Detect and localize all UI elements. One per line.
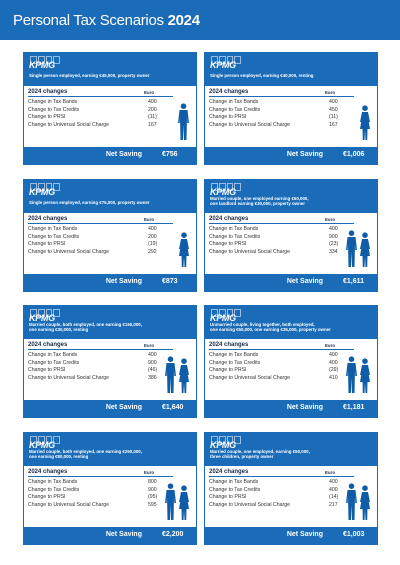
- change-row: [28, 367, 178, 375]
- kpmg-logo: [210, 56, 252, 70]
- changes-heading: 2024 changes: [28, 89, 68, 95]
- change-value: 800: [148, 479, 157, 485]
- woman-figure-icon: [359, 485, 371, 521]
- change-label: Change to PRSI: [28, 241, 66, 247]
- card-header: [205, 53, 377, 86]
- scenario-title: [210, 449, 375, 459]
- net-saving-bar: [205, 527, 377, 544]
- change-row: [209, 99, 359, 107]
- net-saving-label: Net Saving: [105, 278, 142, 285]
- change-row: [209, 234, 359, 242]
- change-row: [209, 107, 359, 115]
- changes-table: [209, 99, 359, 129]
- change-label: Change to Tax Credits: [28, 486, 80, 493]
- kpmg-logo: [210, 183, 252, 197]
- net-saving-bar: [24, 400, 196, 417]
- currency-label: Euro: [325, 343, 336, 348]
- scenario-title: [29, 449, 194, 459]
- change-label: Change to Tax Credits: [209, 106, 261, 113]
- change-label: Change in Tax Bands: [209, 99, 259, 105]
- page-header: [0, 0, 400, 40]
- changes-table: [209, 226, 359, 256]
- change-value: 167: [329, 121, 338, 128]
- card-header: [24, 306, 196, 339]
- change-label: Change to Universal Social Charge: [209, 121, 291, 128]
- change-label: Change in Tax Bands: [28, 99, 78, 105]
- changes-header: [209, 215, 354, 224]
- scenario-title-line: one earning €80,000, renting: [29, 454, 89, 460]
- net-saving-value: €1,003: [343, 531, 365, 538]
- changes-header: [28, 341, 173, 350]
- change-row: [209, 122, 359, 130]
- people-figures: [345, 228, 371, 268]
- currency-label: Euro: [325, 90, 336, 95]
- logo-wordmark: KPMG: [210, 60, 236, 70]
- page-title-year: 2024: [167, 12, 200, 29]
- change-value: 217: [329, 501, 338, 508]
- change-label: Change in Tax Bands: [209, 226, 259, 232]
- scenario-title-line: Single person employed, earning €40,000, renting: [210, 73, 314, 78]
- scenario-card: [204, 432, 378, 545]
- people-figures: [164, 481, 190, 521]
- change-row: [209, 114, 359, 122]
- change-label: Change to Universal Social Charge: [28, 374, 110, 381]
- changes-heading: 2024 changes: [209, 342, 249, 348]
- net-saving-bar: [205, 274, 377, 291]
- change-label: Change to PRSI: [209, 494, 247, 500]
- scenario-card: [23, 52, 197, 165]
- scenario-card: [204, 305, 378, 418]
- change-value: 167: [148, 121, 157, 128]
- scenario-title-line: one landlord earning €30,000, property owner: [210, 201, 305, 207]
- change-row: [28, 352, 178, 360]
- scenario-card: [23, 179, 197, 292]
- change-label: Change to Tax Credits: [209, 233, 261, 240]
- change-value: 900: [329, 233, 338, 240]
- change-row: [209, 241, 359, 249]
- changes-heading: 2024 changes: [209, 469, 249, 475]
- change-row: [28, 249, 178, 257]
- change-row: [209, 479, 359, 487]
- change-value: 400: [148, 226, 157, 232]
- scenario-title: [29, 200, 194, 205]
- woman-figure-icon: [359, 232, 371, 268]
- scenario-title-line: three children, property owner: [210, 454, 274, 460]
- change-row: [28, 114, 178, 122]
- man-figure-icon: [164, 356, 177, 394]
- change-row: [28, 487, 178, 495]
- changes-header: [28, 215, 173, 224]
- change-label: Change to Tax Credits: [209, 359, 261, 366]
- changes-table: [28, 99, 178, 129]
- changes-heading: 2024 changes: [209, 216, 249, 222]
- card-header: [24, 53, 196, 86]
- change-value: 400: [329, 352, 338, 358]
- change-value: 200: [148, 106, 157, 113]
- scenario-card: [204, 52, 378, 165]
- kpmg-logo: [29, 56, 71, 70]
- net-saving-label: Net Saving: [105, 404, 142, 411]
- change-label: Change to PRSI: [28, 367, 66, 373]
- changes-table: [28, 352, 178, 382]
- changes-table: [209, 479, 359, 509]
- change-label: Change in Tax Bands: [209, 352, 259, 358]
- net-saving-value: €2,200: [162, 531, 184, 538]
- page-title-text: Personal Tax Scenarios: [13, 12, 168, 29]
- change-value: 900: [148, 486, 157, 493]
- change-value: 450: [329, 106, 338, 113]
- net-saving-value: €756: [162, 151, 178, 158]
- change-value: (95): [148, 494, 158, 500]
- logo-wordmark: KPMG: [29, 60, 55, 70]
- scenario-title-line: one earning €50,000, one earning €35,000, property owner: [210, 327, 331, 333]
- scenario-title-line: Single person employed, earning €75,000, property owner: [29, 200, 150, 205]
- change-row: [28, 241, 178, 249]
- change-row: [28, 226, 178, 234]
- woman-figure-icon: [178, 358, 190, 394]
- change-row: [28, 107, 178, 115]
- change-value: (19): [148, 241, 158, 247]
- change-label: Change in Tax Bands: [209, 479, 259, 485]
- change-label: Change to PRSI: [209, 367, 247, 373]
- kpmg-logo: [29, 183, 71, 197]
- change-label: Change to Tax Credits: [28, 359, 80, 366]
- logo-wordmark: KPMG: [210, 313, 236, 323]
- scenario-card: [23, 305, 197, 418]
- change-row: [209, 360, 359, 368]
- change-value: (14): [329, 494, 339, 500]
- net-saving-value: €1,181: [343, 404, 365, 411]
- card-header: [24, 433, 196, 466]
- people-figures: [178, 228, 190, 268]
- change-value: 410: [329, 374, 338, 381]
- changes-header: [28, 468, 173, 477]
- change-value: 400: [329, 99, 338, 105]
- net-saving-value: €1,611: [343, 278, 365, 285]
- change-row: [209, 367, 359, 375]
- man-figure-icon: [164, 483, 177, 521]
- net-saving-label: Net Saving: [105, 531, 142, 538]
- changes-table: [28, 226, 178, 256]
- change-row: [209, 487, 359, 495]
- change-row: [28, 360, 178, 368]
- change-label: Change to PRSI: [28, 494, 66, 500]
- man-figure-icon: [345, 483, 358, 521]
- currency-label: Euro: [144, 470, 155, 475]
- scenario-title: [210, 73, 375, 78]
- net-saving-bar: [24, 527, 196, 544]
- logo-wordmark: KPMG: [210, 187, 236, 197]
- changes-header: [209, 88, 354, 97]
- kpmg-logo: [210, 309, 252, 323]
- change-row: [28, 99, 178, 107]
- change-value: 595: [148, 501, 157, 508]
- woman-figure-icon: [178, 485, 190, 521]
- change-row: [28, 234, 178, 242]
- changes-table: [209, 352, 359, 382]
- change-label: Change to Universal Social Charge: [209, 374, 291, 381]
- change-label: Change to PRSI: [209, 114, 247, 120]
- change-value: 400: [148, 99, 157, 105]
- change-value: 292: [148, 248, 157, 255]
- card-header: [205, 306, 377, 339]
- scenario-title: [29, 73, 194, 78]
- change-row: [209, 249, 359, 257]
- change-label: Change to Universal Social Charge: [209, 501, 291, 508]
- net-saving-value: €1,006: [343, 151, 365, 158]
- change-value: 400: [329, 486, 338, 493]
- scenario-card: [204, 179, 378, 292]
- changes-heading: 2024 changes: [28, 342, 68, 348]
- change-label: Change to Tax Credits: [209, 486, 261, 493]
- change-value: 400: [329, 359, 338, 366]
- change-value: (46): [148, 367, 158, 373]
- logo-wordmark: KPMG: [29, 440, 55, 450]
- change-value: 200: [148, 233, 157, 240]
- change-value: 400: [329, 479, 338, 485]
- scenario-title: [210, 196, 375, 206]
- net-saving-value: €1,640: [162, 404, 184, 411]
- changes-header: [209, 341, 354, 350]
- net-saving-label: Net Saving: [286, 151, 323, 158]
- change-value: 900: [148, 359, 157, 366]
- change-label: Change in Tax Bands: [28, 226, 78, 232]
- man-figure-icon: [345, 356, 358, 394]
- scenario-card: [23, 432, 197, 545]
- people-figures: [345, 481, 371, 521]
- change-label: Change in Tax Bands: [28, 479, 78, 485]
- currency-label: Euro: [144, 90, 155, 95]
- card-header: [24, 180, 196, 213]
- changes-header: [209, 468, 354, 477]
- changes-heading: 2024 changes: [209, 89, 249, 95]
- woman-figure-icon: [359, 105, 371, 141]
- scenario-title-line: Married couple, both employed, one earning €250,000,: [29, 449, 142, 454]
- people-figures: [164, 354, 190, 394]
- currency-label: Euro: [325, 470, 336, 475]
- change-label: Change to Universal Social Charge: [28, 121, 110, 128]
- changes-header: [28, 88, 173, 97]
- change-label: Change to Universal Social Charge: [209, 248, 291, 255]
- change-value: 400: [329, 226, 338, 232]
- net-saving-value: €873: [162, 278, 178, 285]
- people-figures: [359, 101, 371, 141]
- change-value: (23): [329, 241, 339, 247]
- scenario-title-line: Married couple, one employed earning €60,000,: [210, 196, 309, 201]
- woman-figure-icon: [359, 358, 371, 394]
- change-value: (29): [329, 367, 339, 373]
- page-title: [13, 12, 200, 29]
- logo-wordmark: KPMG: [29, 313, 55, 323]
- changes-table: [28, 479, 178, 509]
- card-header: [205, 180, 377, 213]
- change-label: Change to PRSI: [209, 241, 247, 247]
- changes-heading: 2024 changes: [28, 469, 68, 475]
- net-saving-label: Net Saving: [105, 151, 142, 158]
- logo-wordmark: KPMG: [29, 187, 55, 197]
- change-value: (11): [329, 114, 338, 120]
- currency-label: Euro: [325, 217, 336, 222]
- change-row: [28, 375, 178, 383]
- kpmg-logo: [210, 436, 252, 450]
- changes-heading: 2024 changes: [28, 216, 68, 222]
- change-row: [209, 494, 359, 502]
- change-row: [209, 226, 359, 234]
- people-figures: [345, 354, 371, 394]
- people-figures: [177, 101, 190, 141]
- scenario-title-line: Married couple, both employed, one earning €150,000,: [29, 322, 142, 327]
- kpmg-logo: [29, 309, 71, 323]
- change-value: 334: [329, 248, 338, 255]
- change-row: [209, 502, 359, 510]
- man-figure-icon: [345, 230, 358, 268]
- net-saving-label: Net Saving: [286, 404, 323, 411]
- change-label: Change to Universal Social Charge: [28, 248, 110, 255]
- net-saving-bar: [24, 147, 196, 164]
- change-row: [28, 502, 178, 510]
- scenario-title-line: Unmarried couple, living together, both employed,: [210, 322, 315, 327]
- change-value: 386: [148, 374, 157, 381]
- currency-label: Euro: [144, 217, 155, 222]
- scenario-title: [29, 322, 194, 332]
- change-row: [28, 479, 178, 487]
- net-saving-label: Net Saving: [286, 531, 323, 538]
- logo-wordmark: KPMG: [210, 440, 236, 450]
- change-label: Change in Tax Bands: [28, 352, 78, 358]
- scenario-title-line: Married couple, one employed, earning €50,000,: [210, 449, 310, 454]
- net-saving-label: Net Saving: [286, 278, 323, 285]
- kpmg-logo: [29, 436, 71, 450]
- man-figure-icon: [177, 103, 190, 141]
- change-row: [209, 352, 359, 360]
- woman-figure-icon: [178, 232, 190, 268]
- net-saving-bar: [205, 147, 377, 164]
- net-saving-bar: [24, 274, 196, 291]
- change-row: [28, 122, 178, 130]
- change-label: Change to Tax Credits: [28, 106, 80, 113]
- currency-label: Euro: [144, 343, 155, 348]
- net-saving-bar: [205, 400, 377, 417]
- scenario-title-line: Single person employed, earning €45,000, property owner: [29, 73, 150, 78]
- card-header: [205, 433, 377, 466]
- change-value: (11): [148, 114, 157, 120]
- change-label: Change to PRSI: [28, 114, 66, 120]
- change-value: 400: [148, 352, 157, 358]
- change-row: [28, 494, 178, 502]
- scenario-title-line: one earning €30,000, renting: [29, 327, 89, 333]
- scenario-title: [210, 322, 375, 332]
- change-label: Change to Tax Credits: [28, 233, 80, 240]
- change-row: [209, 375, 359, 383]
- change-label: Change to Universal Social Charge: [28, 501, 110, 508]
